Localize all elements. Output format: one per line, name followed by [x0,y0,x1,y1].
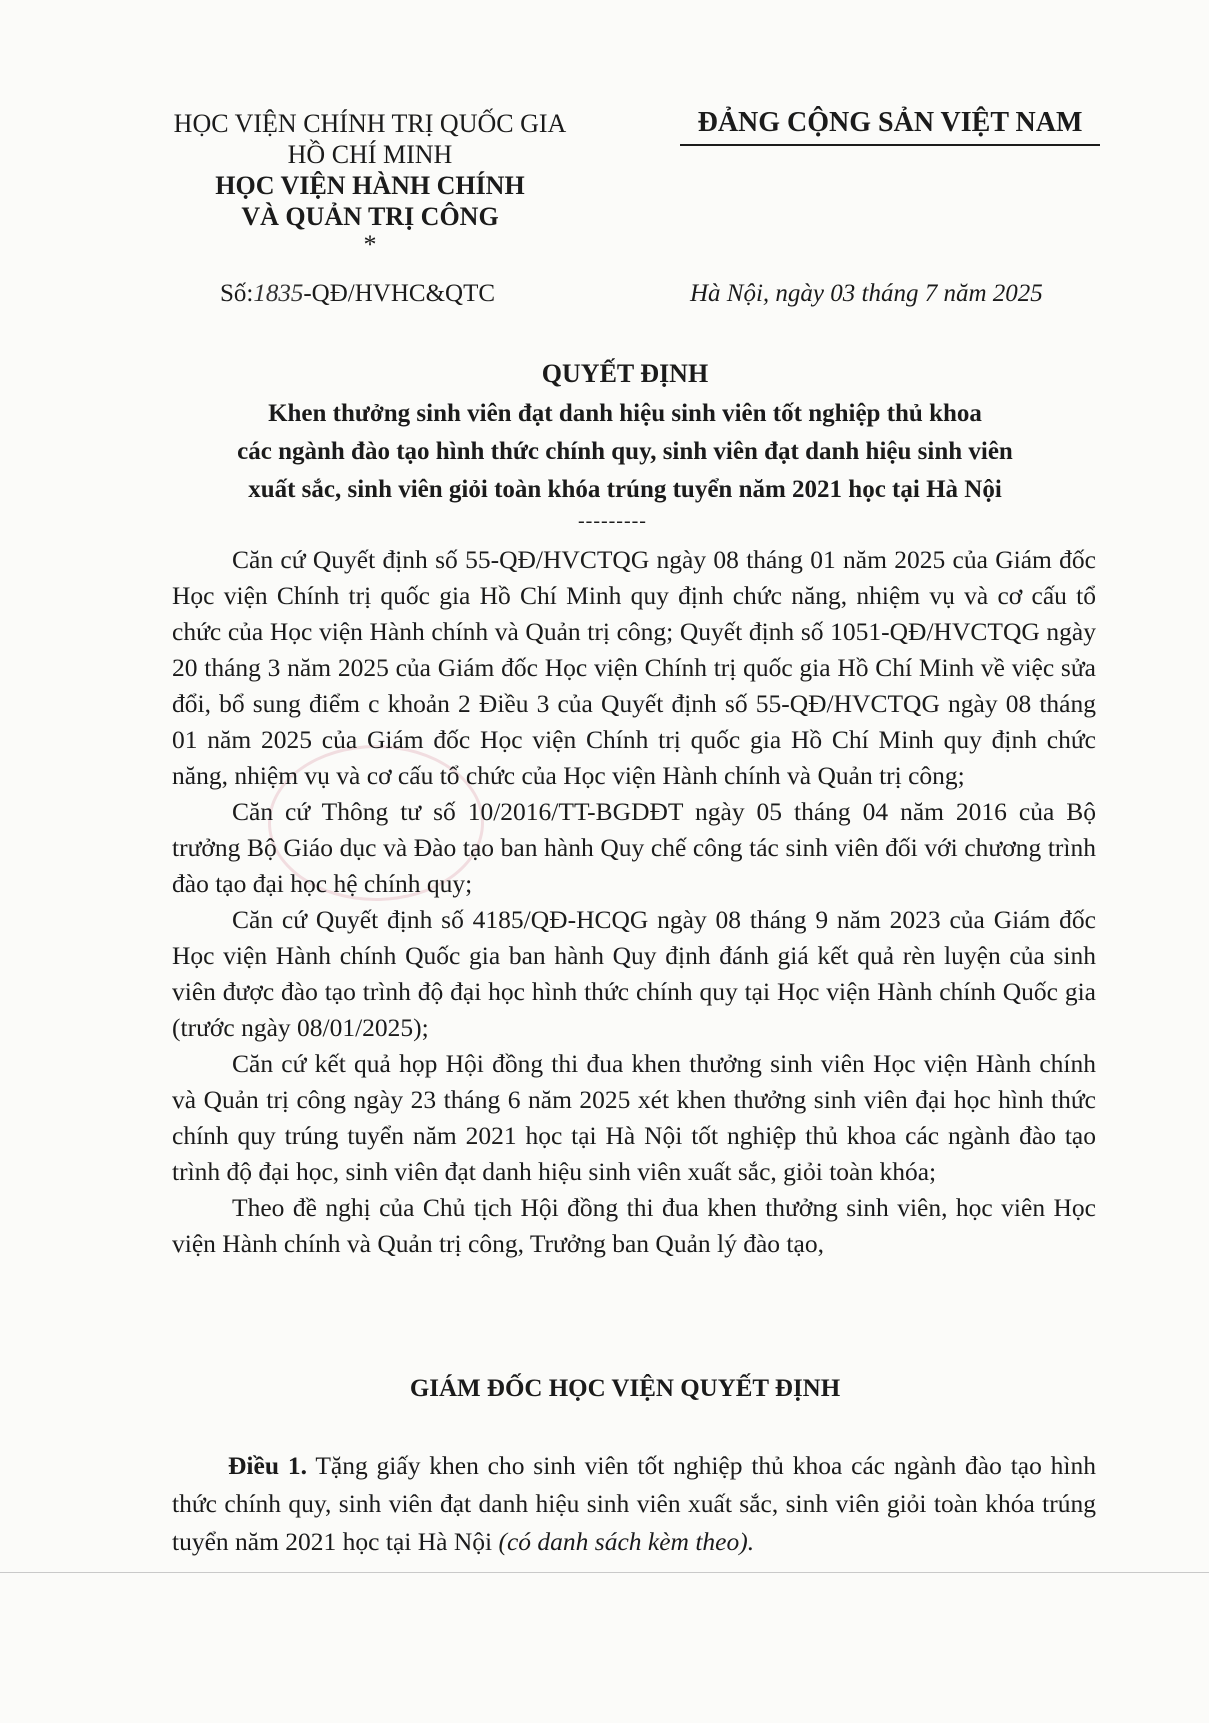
document-date [690,280,1043,308]
document-body [172,542,1096,1262]
preamble-paragraph: Căn cứ Quyết định số 4185/QĐ-HCQG ngày 08 tháng 9 năm 2023 của Giám đốc Học viện Hành chính Quốc gia ban hành Quy định đánh giá kết quả rèn luyện của sinh viên được đào tạo trình độ đại học hình thức chính quy tại Học viện Hành chính Quốc gia (trước ngày 08/01/2025); [172,905,1096,1042]
preamble-paragraph: Căn cứ Thông tư số 10/2016/TT-BGDĐT ngày 05 tháng 04 năm 2016 của Bộ trưởng Bộ Giáo dục và Đào tạo ban hành Quy chế công tác sinh viên đối với chương trình đào tạo đại học hệ chính quy; [172,797,1096,898]
decision-heading: GIÁM ĐỐC HỌC VIỆN QUYẾT ĐỊNH [409,1375,841,1402]
date-text-c: năm 2025 [937,280,1043,307]
document-number [220,280,495,308]
header-star: * [363,230,377,259]
agency-name-line2: VÀ QUẢN TRỊ CÔNG [241,202,499,231]
article-1-note: (có danh sách kèm theo). [498,1527,755,1556]
party-header [670,106,1110,146]
subtitle-line: Khen thưởng sinh viên đạt danh hiệu sinh viên tốt nghiệp thủ khoa [268,400,982,427]
agency-name-line1: HỌC VIỆN HÀNH CHÍNH [215,171,525,200]
subtitle-line: các ngành đào tạo hình thức chính quy, sinh viên đạt danh hiệu sinh viên [237,438,1013,465]
doc-number-suffix: -QĐ/HVHC&QTC [303,280,496,307]
document-title: QUYẾT ĐỊNH [541,359,709,388]
scan-fold-line [0,1572,1209,1573]
preamble-paragraph: Căn cứ kết quả họp Hội đồng thi đua khen thưởng sinh viên Học viện Hành chính và Quản trị công ngày 23 tháng 6 năm 2025 xét khen thưởng sinh viên đại học hình thức chính quy trúng tuyển năm 2021 học tại Hà Nội tốt nghiệp thủ khoa các ngành đào tạo trình độ đại học, sinh viên đạt danh hiệu sinh viên xuất sắc, giỏi toàn khóa; [172,1049,1096,1186]
party-name-underline [680,144,1100,146]
date-month: 7 [924,280,938,307]
date-text-b: tháng [855,280,925,307]
party-name: ĐẢNG CỘNG SẢN VIỆT NAM [697,107,1083,138]
title-separator: --------- [578,510,647,532]
article-1-label: Điều 1. [228,1451,307,1480]
article-1 [172,1447,1096,1561]
agency-parent-line2: HỒ CHÍ MINH [287,140,453,169]
doc-number-handwritten: 1835 [253,280,304,307]
preamble-paragraph: Căn cứ Quyết định số 55-QĐ/HVCTQG ngày 08 tháng 01 năm 2025 của Giám đốc Học viện Chính trị quốc gia Hồ Chí Minh quy định chức năng, nhiệm vụ và cơ cấu tổ chức của Học viện Hành chính và Quản trị công; Quyết định số 1051-QĐ/HVCTQG ngày 20 tháng 3 năm 2025 của Giám đốc Học viện Chính trị quốc gia Hồ Chí Minh về việc sửa đổi, bổ sung điểm c khoản 2 Điều 3 của Quyết định số 55-QĐ/HVCTQG ngày 08 tháng 01 năm 2025 của Giám đốc Học viện Chính trị quốc gia Hồ Chí Minh quy định chức năng, nhiệm vụ và cơ cấu tổ chức của Học viện Hành chính và Quản trị công; [172,545,1096,790]
issuing-agency-header [150,108,590,259]
date-day: 03 [830,280,856,307]
article-1-paragraph [172,1447,1096,1561]
date-text-a: Hà Nội, ngày [690,280,831,307]
agency-parent-line1: HỌC VIỆN CHÍNH TRỊ QUỐC GIA [173,109,567,138]
subtitle-line: xuất sắc, sinh viên giỏi toàn khóa trúng tuyển năm 2021 học tại Hà Nội [248,476,1002,503]
document-subtitle [150,395,1100,509]
article-1-text: Tặng giấy khen cho sinh viên tốt nghiệp thủ khoa các ngành đào tạo hình thức chính quy, sinh viên đạt danh hiệu sinh viên xuất sắc, sinh viên giỏi toàn khóa trúng tuyển năm 2021 học tại Hà Nội [172,1451,1097,1556]
preamble-paragraph: Theo đề nghị của Chủ tịch Hội đồng thi đua khen thưởng sinh viên, học viên Học viện Hành chính và Quản trị công, Trưởng ban Quản lý đào tạo, [172,1193,1096,1258]
doc-number-prefix: Số: [220,280,254,307]
